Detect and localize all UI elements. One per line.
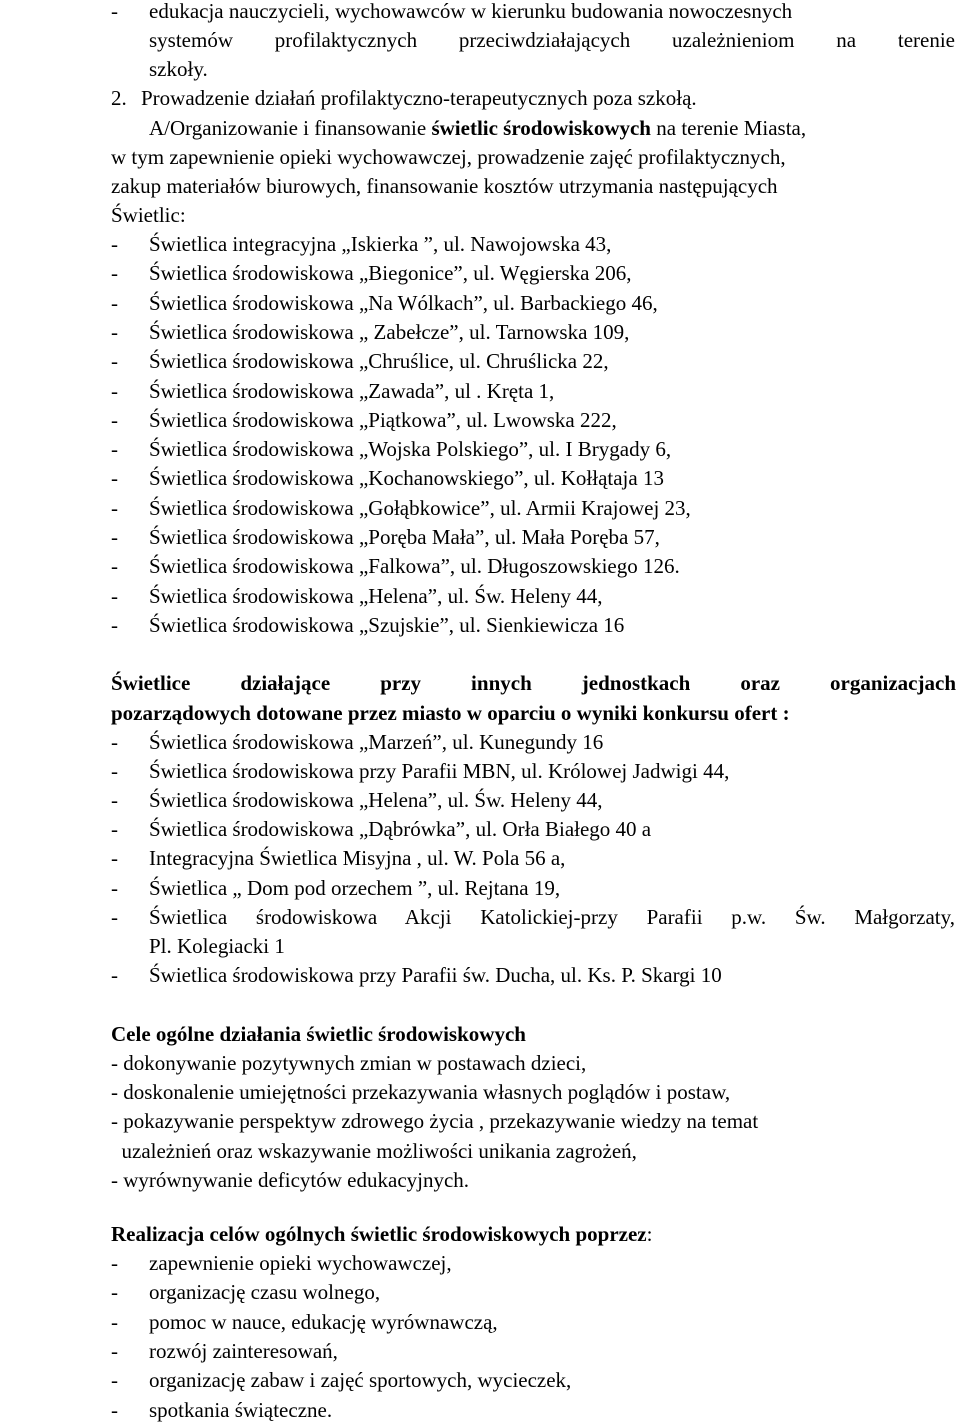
list-item (0, 728, 960, 757)
list-item-text: Pl. Kolegiacki 1 (149, 933, 285, 958)
paragraph-bold: świetlic środowiskowych (431, 116, 651, 140)
list-item (0, 377, 960, 406)
list-item-continuation (149, 26, 955, 55)
list-dash: - (111, 1338, 118, 1363)
list-item-text: Świetlica środowiskowa „Poręba Mała”, ul. Mała Poręba 57, (149, 525, 660, 549)
list-item (0, 757, 960, 786)
list-item (0, 1249, 960, 1278)
paragraph-line: Świetlic: (111, 203, 186, 227)
list-dash: - (111, 1251, 118, 1275)
list-item (0, 1308, 960, 1337)
list-dash: - (111, 554, 118, 579)
list-item-text: Świetlica środowiskowa Akcji Katolickiej-przy Parafii p.w. Św. Małgorzaty, (149, 904, 955, 929)
list-item-text: organizację czasu wolnego, (149, 1280, 381, 1305)
list-item-text: zapewnienie opieki wychowawczej, (149, 1251, 452, 1275)
list-item-text: edukacja nauczycieli, wychowawców w kierunku budowania nowoczesnych (149, 0, 793, 23)
list-item-text: Świetlica środowiskowa „Kochanowskiego”, ul. Kołłątaja 13 (149, 466, 664, 491)
section-heading (111, 669, 956, 698)
list-item (0, 815, 960, 844)
list-item-text: Świetlica środowiskowa „ Zabełcze”, ul. Tarnowska 109, (149, 319, 630, 344)
list-dash: - (111, 1397, 118, 1422)
list-item (0, 289, 960, 318)
list-dash: - (111, 583, 118, 608)
goal-item: - dokonywanie pozytywnych zmian w postawach dzieci, (111, 1051, 587, 1075)
list-dash: - (111, 962, 118, 987)
paragraph-line: w tym zapewnienie opieki wychowawczej, prowadzenie zajęć profilaktycznych, (111, 145, 786, 169)
list-dash: - (111, 612, 118, 637)
paragraph-text: na terenie Miasta, (651, 116, 807, 140)
section-heading: pozarządowych dotowane przez miasto w oparciu o wyniki konkursu ofert : (111, 701, 790, 725)
list-item-text: rozwój zainteresowań, (149, 1338, 338, 1363)
list-dash: - (111, 817, 118, 842)
list-dash: - (111, 407, 118, 432)
list-item-text: Świetlica środowiskowa „Helena”, ul. Św. Heleny 44, (149, 583, 603, 608)
goals-heading: Cele ogólne działania świetlic środowiskowych (111, 1022, 526, 1046)
list-dash: - (111, 759, 118, 784)
paragraph-text: A/Organizowanie i finansowanie (149, 116, 432, 140)
goal-item: - pokazywanie perspektyw zdrowego życia , przekazywanie wiedzy na temat (111, 1109, 759, 1134)
list-item (0, 1396, 960, 1425)
list-dash: - (111, 232, 118, 256)
list-dash: - (111, 319, 118, 344)
list-item-text: Świetlica środowiskowa „Na Wólkach”, ul. Barbackiego 46, (149, 290, 658, 315)
list-item (0, 406, 960, 435)
list-dash: - (111, 875, 118, 900)
list-dash: - (111, 466, 118, 491)
list-dash: - (111, 1368, 118, 1393)
list-item (0, 523, 960, 552)
list-item (0, 0, 960, 26)
section-number: 2. (111, 86, 127, 110)
goal-item: uzależnień oraz wskazywanie możliwości unikania zagrożeń, (111, 1138, 637, 1163)
list-item-text: Świetlica środowiskowa „Falkowa”, ul. Długoszowskiego 126. (149, 554, 680, 579)
paragraph-line: zakup materiałów biurowych, finansowanie kosztów utrzymania następujących (111, 174, 778, 198)
list-dash: - (111, 904, 118, 929)
list-item (0, 552, 960, 581)
list-item-text: Świetlica środowiskowa „Marzeń”, ul. Kunegundy 16 (149, 730, 604, 754)
list-item-text: Świetlica środowiskowa przy Parafii św. Ducha, ul. Ks. P. Skargi 10 (149, 962, 722, 987)
list-item (0, 259, 960, 288)
list-dash: - (111, 730, 118, 754)
list-dash: - (111, 525, 118, 549)
list-item (0, 932, 960, 961)
list-dash: - (111, 290, 118, 315)
list-item-text: spotkania świąteczne. (149, 1397, 333, 1422)
list-item-text: Świetlica środowiskowa „Zawada”, ul . Kręta 1, (149, 378, 555, 403)
list-item-text: Świetlica środowiskowa „Dąbrówka”, ul. Orła Białego 40 a (149, 817, 652, 842)
list-item-text: Świetlica środowiskowa „Gołąbkowice”, ul. Armii Krajowej 23, (149, 495, 691, 520)
list-item (0, 230, 960, 259)
list-item-text: pomoc w nauce, edukację wyrównawczą, (149, 1309, 498, 1334)
list-dash: - (111, 261, 118, 286)
heading-text: Realizacja celów ogólnych świetlic środowiskowych poprzez (111, 1222, 647, 1246)
list-item-text: Świetlica środowiskowa „Chruślice, ul. Chruślicka 22, (149, 349, 609, 374)
goal-item: - wyrównywanie deficytów edukacyjnych. (111, 1167, 470, 1192)
list-item (0, 1278, 960, 1307)
list-dash: - (111, 495, 118, 520)
list-dash: - (111, 788, 118, 813)
list-item-text: Świetlica środowiskowa „Szujskie”, ul. Sienkiewicza 16 (149, 612, 625, 637)
list-item (0, 1337, 960, 1366)
list-item (0, 786, 960, 815)
list-item (0, 435, 960, 464)
list-item (0, 611, 960, 640)
list-item (0, 844, 960, 873)
list-item (0, 582, 960, 611)
list-item-text: Świetlica środowiskowa „Helena”, ul. Św. Heleny 44, (149, 788, 603, 813)
list-item (0, 903, 960, 932)
list-item-text: organizację zabaw i zajęć sportowych, wycieczek, (149, 1368, 572, 1393)
list-item-text: Świetlica środowiskowa „Biegonice”, ul. Węgierska 206, (149, 261, 632, 286)
list-dash: - (111, 378, 118, 403)
heading-suffix: : (646, 1222, 653, 1246)
list-item (0, 874, 960, 903)
list-item-text: Świetlica środowiskowa „Wojska Polskiego”, ul. I Brygady 6, (149, 437, 672, 462)
list-dash: - (111, 1309, 118, 1334)
section-title: Prowadzenie działań profilaktyczno-terapeutycznych poza szkołą. (141, 86, 697, 110)
realization-heading (111, 1220, 652, 1249)
heading-text: Świetlice działające przy innych jednostkach oraz organizacjach (111, 671, 956, 695)
list-item-text: Świetlica środowiskowa przy Parafii MBN, ul. Królowej Jadwigi 44, (149, 759, 730, 784)
list-item (0, 494, 960, 523)
list-item-text: Świetlica „ Dom pod orzechem ”, ul. Rejtana 19, (149, 875, 561, 900)
paragraph-line (149, 114, 806, 143)
list-dash: - (111, 0, 118, 23)
list-item (0, 347, 960, 376)
list-item-text: systemów profilaktycznych przeciwdziałających uzależnieniom na terenie (149, 28, 955, 52)
list-dash: - (111, 437, 118, 462)
list-dash: - (111, 349, 118, 374)
goal-item: - doskonalenie umiejętności przekazywania własnych poglądów i postaw, (111, 1080, 731, 1105)
list-item (0, 961, 960, 990)
list-item-text: Świetlica środowiskowa „Piątkowa”, ul. Lwowska 222, (149, 407, 617, 432)
list-item-text: Świetlica integracyjna „Iskierka ”, ul. Nawojowska 43, (149, 232, 612, 256)
list-item-text: Integracyjna Świetlica Misyjna , ul. W. Pola 56 a, (149, 846, 566, 871)
list-item (0, 464, 960, 493)
list-item (0, 1366, 960, 1395)
list-dash: - (111, 1280, 118, 1305)
list-dash: - (111, 846, 118, 871)
list-item (0, 318, 960, 347)
list-item-continuation: szkoły. (149, 57, 208, 81)
